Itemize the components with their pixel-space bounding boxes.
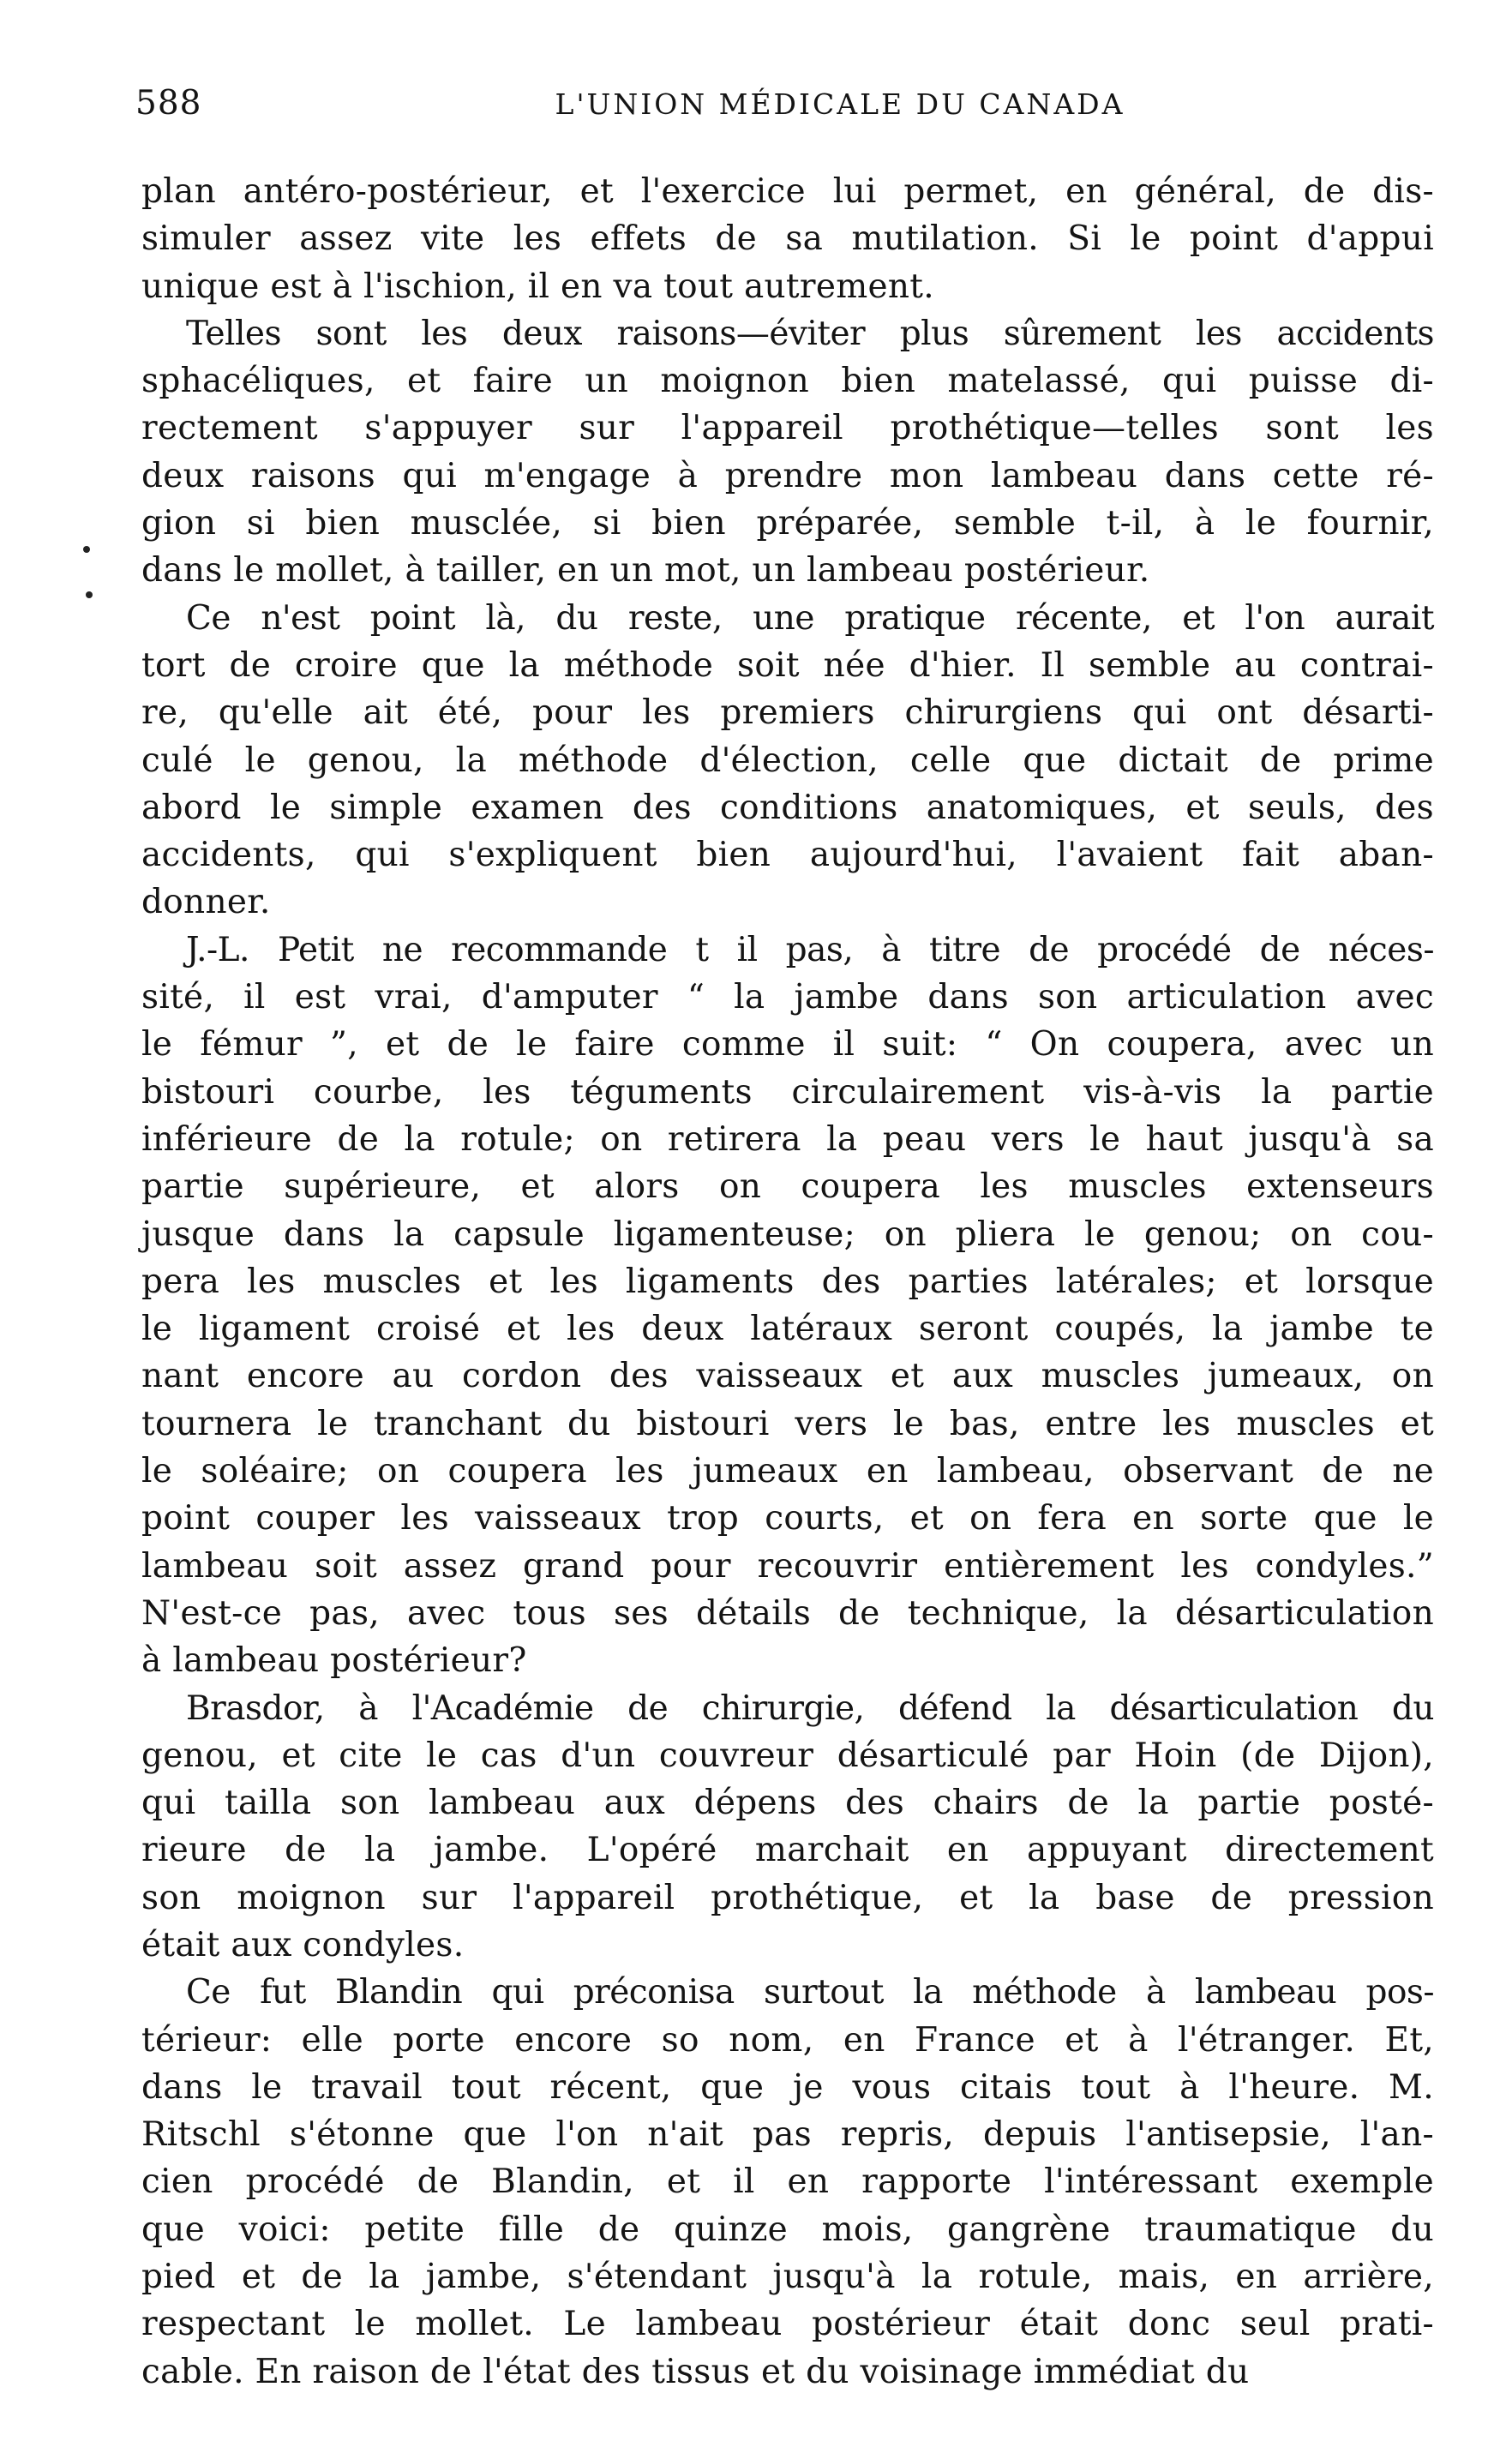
paragraph <box>141 595 1434 927</box>
text-line: cable. En raison de l'état des tissus et du voisinage immédiat du <box>141 2352 1250 2391</box>
paragraph <box>141 168 1434 310</box>
margin-dot-mark <box>86 591 93 598</box>
text-line: donner. <box>141 883 271 922</box>
text-line: sité, il est vrai, d'amputer “ la jambe dans son articulation avec <box>141 978 1434 1017</box>
text-line: qui tailla son lambeau aux dépens des chairs de la partie posté- <box>141 1784 1434 1823</box>
text-line: dans le travail tout récent, que je vous citais tout à l'heure. M. <box>141 2067 1434 2107</box>
text-line: que voici: petite fille de quinze mois, gangrène traumatique du <box>141 2210 1434 2249</box>
text-line: cien procédé de Blandin, et il en rapporte l'intéressant exemple <box>141 2162 1434 2202</box>
text-line: Ritschl s'étonne que l'on n'ait pas repris, depuis l'antisepsie, l'an- <box>141 2115 1434 2155</box>
text-line: point couper les vaisseaux trop courts, et on fera en sorte que le <box>141 1499 1434 1538</box>
text-line: rectement s'appuyer sur l'appareil prothétique—telles sont les <box>141 409 1434 448</box>
text-line: unique est à l'ischion, il en va tout autrement. <box>141 267 934 306</box>
text-line: simuler assez vite les effets de sa mutilation. Si le point d'appui <box>141 219 1434 259</box>
text-line: Ce n'est point là, du reste, une pratique récente, et l'on aurait <box>186 598 1434 638</box>
text-line: N'est-ce pas, avec tous ses détails de technique, la désarticulation <box>141 1593 1434 1633</box>
text-line: genou, et cite le cas d'un couvreur désarticulé par Hoin (de Dijon), <box>141 1736 1434 1775</box>
text-line: plan antéro-postérieur, et l'exercice lui permet, en général, de dis- <box>141 172 1434 211</box>
text-line: lambeau soit assez grand pour recouvrir entièrement les condyles.” <box>141 1546 1434 1586</box>
text-line: abord le simple examen des conditions anatomiques, et seuls, des <box>141 788 1434 827</box>
text-line: tort de croire que la méthode soit née d'hier. Il semble au contrai- <box>141 645 1434 685</box>
text-line: Telles sont les deux raisons—éviter plus sûrement les accidents <box>186 314 1434 353</box>
text-line: pera les muscles et les ligaments des parties latérales; et lorsque <box>141 1262 1434 1301</box>
text-line: à lambeau postérieur? <box>141 1641 527 1681</box>
text-line: accidents, qui s'expliquent bien aujourd'hui, l'avaient fait aban- <box>141 836 1434 875</box>
margin-dot-mark <box>83 546 90 553</box>
text-line: térieur: elle porte encore so nom, en France et à l'étranger. Et, <box>141 2020 1434 2060</box>
text-line: dans le mollet, à tailler, en un mot, un lambeau postérieur. <box>141 551 1150 591</box>
page-header <box>129 84 1449 135</box>
paragraph <box>141 1969 1434 2396</box>
text-line: Brasdor, à l'Académie de chirurgie, défend la désarticulation du <box>186 1688 1434 1728</box>
text-line: gion si bien musclée, si bien préparée, semble t-il, à le fournir, <box>141 504 1434 543</box>
text-line: J.-L. Petit ne recommande t il pas, à titre de procédé de néces- <box>186 930 1434 969</box>
text-line: sphacéliques, et faire un moignon bien matelassé, qui puisse di- <box>141 362 1434 401</box>
text-line: respectant le mollet. Le lambeau postérieur était donc seul prati- <box>141 2305 1434 2344</box>
text-line: le soléaire; on coupera les jumeaux en lambeau, observant de ne <box>141 1452 1434 1491</box>
text-line: partie supérieure, et alors on coupera les muscles extenseurs <box>141 1167 1434 1207</box>
text-line: culé le genou, la méthode d'élection, celle que dictait de prime <box>141 741 1434 780</box>
text-line: rieure de la jambe. L'opéré marchait en appuyant directement <box>141 1831 1434 1870</box>
text-line: pied et de la jambe, s'étendant jusqu'à la rotule, mais, en arrière, <box>141 2258 1434 2297</box>
text-line: deux raisons qui m'engage à prendre mon lambeau dans cette ré- <box>141 456 1434 495</box>
text-line: nant encore au cordon des vaisseaux et aux muscles jumeaux, on <box>141 1357 1434 1396</box>
text-line: re, qu'elle ait été, pour les premiers chirurgiens qui ont désarti- <box>141 693 1434 733</box>
text-line: son moignon sur l'appareil prothétique, et la base de pression <box>141 1878 1434 1917</box>
paragraph <box>141 310 1434 595</box>
paragraph <box>141 927 1434 1685</box>
body-text <box>141 168 1434 2396</box>
text-line: bistouri courbe, les téguments circulairement vis-à-vis la partie <box>141 1072 1434 1112</box>
text-line: le ligament croisé et les deux latéraux seront coupés, la jambe te <box>141 1310 1434 1349</box>
text-line: jusque dans la capsule ligamenteuse; on pliera le genou; on cou- <box>141 1215 1434 1254</box>
text-line: le fémur ”, et de le faire comme il suit: “ On coupera, avec un <box>141 1025 1434 1065</box>
text-line: était aux condyles. <box>141 1925 465 1964</box>
paragraph <box>141 1685 1434 1970</box>
page-number: 588 <box>135 84 202 123</box>
text-line: Ce fut Blandin qui préconisa surtout la méthode à lambeau pos- <box>186 1973 1434 2012</box>
text-line: inférieure de la rotule; on retirera la peau vers le haut jusqu'à sa <box>141 1119 1434 1159</box>
text-line: tournera le tranchant du bistouri vers le bas, entre les muscles et <box>141 1404 1434 1443</box>
running-title: L'UNION MÉDICALE DU CANADA <box>555 87 1125 121</box>
